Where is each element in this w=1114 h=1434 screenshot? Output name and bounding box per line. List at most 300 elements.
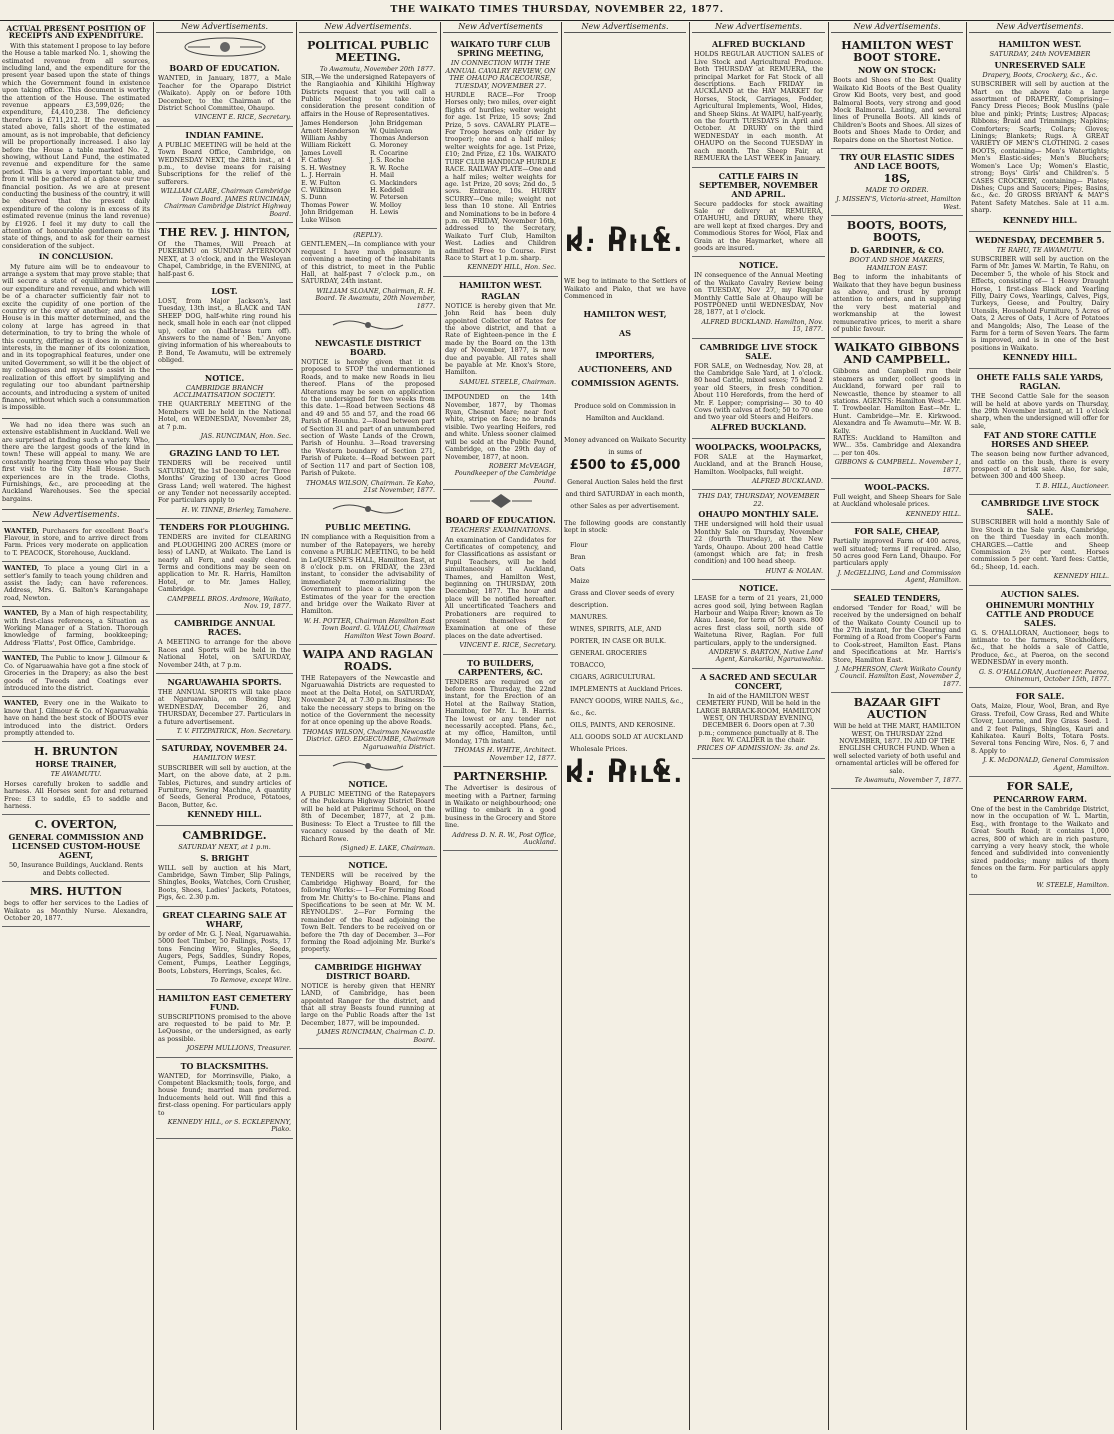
- advertisement: [299, 776, 437, 857]
- ad-subheading: NOW ON STOCK:: [857, 65, 937, 76]
- ad-heading: POLITICAL PUBLIC MEETING.: [307, 39, 429, 65]
- ad-heading: HAMILTON WEST.: [459, 279, 542, 290]
- advertisement: [443, 767, 558, 851]
- advertisement: [831, 338, 963, 479]
- crest-ornament-icon: [180, 36, 270, 58]
- list-item: OILS, PAINTS, AND KEROSINE.: [570, 720, 676, 729]
- ornament-icon: [328, 758, 408, 774]
- ad-goods-intro: The following goods are constantly kept in stock:: [564, 518, 686, 535]
- advertisement: [2, 607, 150, 652]
- ad-body: TENDERS are required on or before noon Thursday, the 22nd instant, for the Erection of an Hotel at the Railway Station, Hamilton, for Mr. L. B. Harris. The lowest or any tender not necessarily accepted. Plans, &c., at my office, Hamilton, until Monday, 17th instant.: [445, 677, 556, 745]
- ad-signature: J. McPHERSON, Clerk Waikato County Council. Hamilton East, November 2, 1877.: [835, 664, 961, 688]
- ad-body: WANTED, Purchasers for excellent Boat's Flavour, in store, and to arrive direct from Farm. Prices very moderate on application to T. PEACOCK, Storehouse, Auckland.: [4, 526, 148, 557]
- ad-heading: TO BLACKSMITHS.: [180, 1060, 269, 1071]
- signatories-col-a: [301, 120, 366, 224]
- advertisement: [969, 586, 1111, 689]
- advertisement: [831, 590, 963, 693]
- ad-signature: WILLIAM CLARE, Chairman Cambridge Town Board. JAMES RUNCIMAN, Chairman Cambridge District Highway Board.: [160, 187, 291, 218]
- advertisement: [156, 370, 293, 446]
- advertisement: [2, 815, 150, 882]
- advertisement: [156, 740, 293, 826]
- ad-body: 50, Insurance Buildings, Auckland. Rents and Debts collected.: [8, 861, 144, 877]
- ad-heading: NGARUAWAHIA SPORTS.: [167, 676, 282, 687]
- ad-sales: General Auction Sales held the first and third SATURDAY in each month, other Sales as per advertisement.: [565, 477, 685, 510]
- advertisement: [692, 36, 825, 167]
- ad-body: A PUBLIC MEETING will be held at the Town Board Office, Cambridge, on WEDNESDAY NEXT, the 28th inst., at 4 p.m., to devise means for raising Subscriptions for the relief of the sufferers.: [158, 140, 291, 186]
- ad-body: Full weight, and Sheep Shears for Sale at Auckland wholesale prices.: [833, 493, 961, 509]
- advertisement: [156, 127, 293, 223]
- ad-signature: G. S. O'HALLORAN, Auctioneer. Paeroa, Ohinemuri, October 15th, 1877.: [979, 667, 1109, 683]
- ad-signature: ALFRED BUCKLAND.: [751, 477, 823, 486]
- advertisement: [969, 777, 1111, 894]
- ad-signature: ROBERT McVEAGH, Poundkeeper of the Cambridge Pound.: [454, 461, 556, 485]
- ad-heading: NEWCASTLE DISTRICT BOARD.: [314, 338, 422, 357]
- list-item: G. Mackinders: [370, 178, 418, 187]
- ad-body: THE ANNUAL SPORTS will take place at Ngaruawahia, on Boxing Day, WEDNESDAY, December 26, and THURSDAY, December 27. Particulars in a future advertisement.: [158, 687, 291, 726]
- list-item: H. Lewis: [370, 208, 399, 217]
- ad-body: WANTED, The Public to know J. Gilmour & Co. of Ngaruawahia have got a fine stock of Groceries in the Drapery; as also the best goods of Tweeds and Coatings ever introduced into the district.: [4, 654, 148, 692]
- ad-signature: KENNEDY HILL.: [1053, 572, 1109, 581]
- ad-signature: W. STEELE, Hamilton.: [1036, 881, 1109, 890]
- ad-body: WANTED, By a Man of high respectability, with first-class references, a Situation as Working Manager of a Station. Thorough knowledge of farming, bookkeeping; Address 'Flatts', Post Office, Cambridge.: [4, 609, 148, 647]
- ad-body: NOTICE is hereby given that HENRY LAND, of Cambridge, has been appointed Ranger for the district, and that all stray Beasts found running at large on the Public Roads after the 1st December, 1877, will be impounded.: [301, 981, 435, 1027]
- column-heading: New Advertisements: [443, 22, 558, 33]
- ad-heading: PARTNERSHIP.: [453, 770, 548, 784]
- ad-body: IMPOUNDED on the 14th November, 1877, by Thomas Ryan, Chesnut Mare; near foot white, stripe on face; no brands visible. Two yearling Heifers, red and white. Unless sooner claimed will be sold at the Public Pound, Cambridge, on the 29th day of November, 1877, at noon.: [445, 393, 556, 461]
- ad-body: FOR SALE, on Wednesday, Nov. 28, at the Cambridge Sale Yard, at 1 o'clock. 80 head Cattle, mixed sexes; 75 head 2 year old Steers, in fresh condition. About 110 Herefords, from the herd of Mr. F. Lepper; comprising— 30 to 40 Cows (with calves at foot); 50 to 70 one and two year old Steers and Heifers.: [694, 361, 823, 422]
- ad-heading: WAIKATO GIBBONS AND CAMPBELL.: [834, 341, 960, 367]
- advertisement: [2, 652, 150, 697]
- advertisement: [2, 562, 150, 607]
- ad-heading: BOOTS, BOOTS, BOOTS,: [846, 219, 948, 245]
- ad-signature: ALFRED BUCKLAND. Hamilton, Nov. 15, 1877.: [701, 317, 823, 334]
- ad-body: IN compliance with a Requisition from a number of the Ratepayers, we hereby convene a PUBLIC MEETING, to be held in LeQUESNE'S HALL, Hamilton East, at 8 o'clock p.m. on FRIDAY, the 23rd instant, to consider the advisability of immediately memorializing the Government to place a sum upon the Estimates of the year for the erection and bridge over the Waikato River at Hamilton.: [301, 533, 435, 616]
- ad-subheading: BOOT AND SHOE MAKERS, HAMILTON EAST.: [849, 256, 945, 272]
- ad-signature: J. McGELLING, Land and Commission Agent, Hamilton.: [837, 568, 961, 585]
- ad-body: In aid of the HAMILTON WEST CEMETERY FUND, Will be held in the LARGE BARRACK-ROOM, HAMILTON WEST, ON THURSDAY EVENING, DECEMBER 6. Doors open at 7.30 p.m.; commence punctually at 8. The Rev. W. CALDER in the chair.: [696, 691, 821, 745]
- list-item: James Lovell: [301, 148, 343, 157]
- column-2: [156, 22, 293, 1430]
- advertisement: [692, 168, 825, 258]
- ad-heading: WOOLPACKS, WOOLPACKS,: [695, 441, 822, 452]
- ad-subheading: UNRESERVED SALE: [994, 59, 1086, 70]
- column-rule: [828, 22, 829, 1430]
- ad-body: SUBSCRIBER will sell by auction at the Mart on the above date a large assortment of DRAPERY, Comprising— Fancy Dress Pieces; Book Muslins (pale blue and pink); Prints; Lustres; Alpacas; Ribbons; Braid and Trimmings; Napkins; Comforters; Scarfs; Collars; Gloves; Linings; Blankets; Rugs. A GREAT VARIETY OF MEN'S CLOTHING. 2 cases BOOTS, containing— Men's Watertights; Men's Elastic-sides; Men's Bluchers; Women's Lace Up; Women's Elastic, strong; Boys' Girls' and Children's. 5 CASES CROCKERY, containing— Plates; Dishes; Cups and Saucers; Pipes; Basins, &c., &c. 20 GROSS BRYANT & MAY'S Patent Safety Matches. Sale at 11 a.m. sharp.: [971, 80, 1109, 215]
- advertisement: [156, 283, 293, 370]
- advertisement: [2, 525, 150, 563]
- signatories-list: [301, 120, 435, 224]
- crest-ornament-icon: [466, 492, 536, 510]
- ad-subheading: SATURDAY NEXT, at 1 p.m.: [178, 843, 271, 852]
- ad-body: LEASE for a term of 21 years, 21,000 acres good soil, lying between Raglan Harbour and Waipa River; known as Te Akau. Lease, for term of 50 years. 800 acres first class soil, north side of Waitetuna River, Raglan. For full particulars, apply to the undersigned.: [694, 594, 823, 647]
- ad-signature: W. H. POTTER, Chairman Hamilton East Town Board. G. VIALOU, Chairman Hamilton West Town Board.: [303, 616, 435, 640]
- ad-subheading: GENERAL COMMISSION AND LICENSED CUSTOM-HOUSE AGENT,: [8, 832, 144, 861]
- ad-money: Money advanced on Waikato Security in sums of: [564, 436, 686, 457]
- ad-heading: TRY OUR ELASTIC SIDES AND LACE BOOTS,: [839, 152, 955, 172]
- ad-heading: BAZAAR GIFT AUCTION: [853, 696, 941, 722]
- advertisement: [831, 36, 963, 149]
- ad-body: GENTLEMEN,—In compliance with your request I have much pleasure in convening a meeting of the inhabitants of this district, to meet in the Public Hall, at half-past 7 o'clock p.m., on SATURDAY, 24th instant.: [301, 240, 435, 286]
- ad-signature: GIBBONS & CAMPBELL. November 1, 1877.: [834, 458, 961, 474]
- ad-heading: CAMBRIDGE LIVE STOCK SALE.: [699, 341, 818, 361]
- ad-subheading: PENCARROW FARM.: [993, 794, 1087, 805]
- ad-body: The Advertiser is desirous of meeting with a Partner, farming in Waikato or neighbourhood; one willing to embark in a good business in the Grocery and Store line.: [445, 784, 556, 830]
- list-item: E. W. Fulton: [301, 178, 341, 187]
- list-item: Oats: [570, 564, 585, 573]
- ad-body: Will be held at THE MART, HAMILTON WEST, On THURSDAY 22nd NOVEMBER, 1877. IN AID OF THE ENGLISH CHURCH FUND. When a well selected variety of both useful and ornamental articles will be offered for sale.: [833, 722, 961, 775]
- advertisement: [443, 36, 558, 276]
- ad-signature: H. W. TINNE, Brierley, Tamahere.: [181, 505, 291, 514]
- ad-signature: SAMUEL STEELE, Chairman.: [459, 377, 556, 386]
- ad-signature: CAMPBELL BROS. Ardmore, Waikato, Nov. 19, 1877.: [167, 594, 291, 610]
- ad-heading: HAMILTON EAST CEMETERY FUND.: [158, 992, 291, 1012]
- ad-subheading: Drapery, Boots, Crockery, &c., &c.: [982, 70, 1098, 79]
- article-body: With this statement I propose to lay before the House a table marked No. 1, showing the estimated revenue from all sources, including land, and the expenditure for the present year based upon the state of things which the Government found in existence upon taking office. This document is worthy the attention of the House. The estimated revenue appears £3,599,026; the expenditure, £4,410,238. The deficiency therefore is £711,212. If the revenue, as stated above, falls short of the estimated amount, as is not improbable, that deficiency will be proportionally increased. I also lay before the House a table marked No. 2, showing, without Land Fund, the estimated revenue and expenditure for the same period. This is a very important table, and from it will be gathered at a glance our true financial position. As we are at present conducting the business of the country, it will be observed that the present daily expenditure of the colony is in excess of its estimated revenue (minus the land revenue) by £1926. I feel it my duty to call the attention of honourable gentlemen to this state of things, and to ask for their earnest consideration of the subject.: [2, 41, 150, 250]
- ad-body: SUBSCRIBER will sell by auction on the Farm of Mr. James W. Martin, Te Rahu, on December 5, the whole of his Stock and Effects, consisting of— 1 Heavy Draught Horse, 1 first-class Black and Yearling Filly, Dairy Cows, Yearlings, Calves, Pigs, Turkeys, Geese, and Poultry, Dairy Utensils, Household Furniture, 5 Acres of Oats, 2 Acres of Oats, 1 Acre of Potatoes and Mangolds; Also, The Lease of the Farm for a term of Seven Years. The farm is improved, and is in one of the best positions in Waikato.: [971, 254, 1109, 352]
- ad-signature: JOSEPH MULLIONS, Treasurer.: [186, 1044, 291, 1053]
- advertisement: [831, 479, 963, 523]
- column-rule: [689, 22, 690, 1430]
- column-7: [831, 22, 963, 1430]
- ad-body: TENDERS are invited for CLEARING and PLOUGHING 200 ACRES (more or less) of LAND, at Waikato. The Land is nearly all Fern, and easily cleared. Terms and conditions may be seen on application to Mr. R. Harris, Hamilton Hotel, or to Mr. James Halley, Cambridge.: [158, 533, 291, 594]
- advertisement: [443, 277, 558, 391]
- ad-body: Oats, Maize, Flour, Wool, Bran, and Rye Grass. Trefoil, Cow Grass, Red and White Clover, Lucerne, and Rye Grass Seed. 1 and 2 feet Palings, Shingles, Kauri and Kahikatea. Kauri Bolts, Totara Posts. Several tons Fencing Wire, Nos. 6, 7 and 8. Apply to: [971, 702, 1109, 755]
- ad-heading: CAMBRIDGE ANNUAL RACES.: [174, 618, 275, 638]
- ad-price: 18S,: [883, 172, 911, 186]
- list-item: S. Dunn: [301, 193, 327, 202]
- ad-signature: JAMES RUNCIMAN, Chairman C. D. Board.: [317, 1028, 435, 1044]
- ad-signature: T. V. FITZPATRICK, Hon. Secretary.: [176, 727, 291, 735]
- ad-signature: T. B. HILL, Auctioneer.: [1035, 481, 1109, 490]
- ornament-icon: [328, 317, 408, 333]
- ad-subheading: MADE TO ORDER.: [865, 186, 929, 195]
- advertisement: [692, 339, 825, 439]
- column-1: [2, 22, 150, 1430]
- list-item: W. Petersen: [370, 193, 408, 202]
- advertisement: [299, 229, 437, 315]
- ad-body: THE undersigned will hold their usual Monthly Sale on Thursday, November 22 (fourth Thursday), at the New Yards, Ohaupo. About 200 head Cattle (amongst which are fat; in fresh condition) and 100 head sheep.: [694, 520, 823, 566]
- ad-heading: ALFRED BUCKLAND: [711, 39, 806, 50]
- list-item: H. Keddell: [370, 185, 405, 194]
- ad-subheading: HAMILTON WEST.: [192, 754, 256, 763]
- list-item: L. J. Herrain: [301, 171, 341, 180]
- ad-location: HAMILTON WEST,: [583, 309, 667, 320]
- article-body: My future aim will be to endeavour to arrange a system that may prove stable; that will secure a state of equilibrium between our expenditure and revenue, and which will be of a character sufficiently fair not to excite the cupidity of one portion of the country or the envy of another; and as the House is in this matter determined, and the colony at large has agreed in that determination, to try to bring the whole of this country, differing as it does in common interests, in the manner of its colonization, and in its topographical features, under one united Government, so will it be the object of my colleagues and myself to assist in the realization of this effort by simplifying and regulating our too abundant partnership accounts, and introducing a system of united finance, without which such a consummation is impossible.: [2, 262, 150, 412]
- ad-signature: VINCENT E. RICE, Secretary.: [459, 641, 556, 650]
- ad-heading: PUBLIC MEETING.: [325, 522, 411, 533]
- ad-heading: NOTICE.: [204, 372, 245, 383]
- ad-body: TENDERS will be received until SATURDAY, the 1st December, for Three Months' Grazing of 130 acres Good Grass Land; well watered. The highest or any Tender not necessarily accepted. For particulars apply to: [158, 459, 291, 505]
- advertisement: [299, 519, 437, 645]
- ad-body: FOR SALE at the Haymarket, Auckland, and at the Branch House, Hamilton. Woolpacks, full weight.: [694, 452, 823, 476]
- column-heading: New Advertisements.: [831, 22, 963, 33]
- advertisement: [2, 742, 150, 815]
- ad-produce: Produce sold on Commission in Hamilton and Auckland.: [574, 402, 676, 423]
- ad-heading: FOR SALE, CHEAP,: [854, 526, 940, 537]
- ad-heading: CAMBRIDGE HIGHWAY DISTRICT BOARD.: [314, 961, 422, 981]
- ad-signature: KENNEDY HILL.: [1002, 352, 1078, 363]
- advertisement: [692, 580, 825, 669]
- ad-body: HOLDS REGULAR AUCTION SALES of Live Stock and Agricultural Produce. Both THURSDAY at REMUERA, the principal Market for Fat Stock of all descriptions. Each FRIDAY in AUCKLAND at the HAY MARKET for Horses, Stock, Carriages, Fodder, Agricultural Implements, Wool, Hides, and Sheep Skins. At WAIPU, half-yearly, on the fourth TUESDAYS in April and October. At DRURY on the third WEDNESDAY in each month. At OHAUPO on the Second TUESDAY in each month. The Sheep Fair, at REMUERA the LAST WEEK in January.: [694, 50, 823, 163]
- advertisement: [692, 257, 825, 338]
- ad-heading: HAMILTON WEST.: [998, 39, 1082, 50]
- ad-heading: NOTICE.: [738, 260, 779, 271]
- ad-signature: ALFRED BUCKLAND.: [710, 421, 807, 432]
- ad-body: The season being now further advanced, and cattle on the bush, there is every prospect of a brisk sale. Also, for sale, between 300 and 400 Sheep.: [971, 450, 1109, 481]
- ad-heading: SATURDAY, NOVEMBER 24.: [161, 743, 288, 754]
- ad-body: WANTED, Every one in the Waikato to know that J. Gilmour & Co. of Ngaruawahia have on hand the best stock of BOOTS ever introduced into the district. Orders promptly attended to.: [4, 699, 148, 737]
- list-item: R. Cocarine: [370, 148, 408, 157]
- ad-body: WANTED, in January, 1877, a Male Teacher for the Oparapo District (Waikato). Apply on or before 10th December, to the Chairman of the District School Committee, Ohaupo.: [158, 74, 291, 113]
- list-item: H. Mail: [370, 171, 395, 180]
- ad-signature: KENNEDY HILL.: [905, 509, 961, 518]
- column-rule: [561, 22, 562, 1430]
- masthead: [0, 0, 1114, 21]
- ad-signature: THOMAS WILSON, Chairman. Te Kaho, 21st November, 1877.: [306, 478, 435, 494]
- ad-signature: ANDREW S. BARTON, Native Land Agent, Karakariki, Ngaruawahia.: [708, 647, 823, 664]
- list-item: R. W. Roche: [370, 163, 409, 172]
- advertisement: [969, 495, 1111, 585]
- ad-heading: TENDERS FOR PLOUGHING.: [159, 522, 290, 533]
- advertisement: [831, 523, 963, 589]
- column-heading: New Advertisements.: [969, 22, 1111, 33]
- ad-body: Beg to inform the inhabitants of Waikato that they have begun business as above, and trust by prompt attention to orders, and in supplying the very best material and workmanship at the lowest remunerative prices, to merit a share of public favour.: [833, 273, 961, 333]
- ad-subheading: RAGLAN: [481, 290, 520, 301]
- ad-heading: GRAZING LAND TO LET.: [169, 448, 280, 459]
- list-item: Thomas Anderson: [370, 134, 429, 143]
- advertisement: [156, 615, 293, 674]
- ad-dateline: To Awamutu, November 20th 1877.: [319, 65, 435, 74]
- ad-body: TENDERS will be received by the Cambridge Highway Board, for the following Works:— 1—For Forming Road from Mr. Chitty's to Bo-chine. Plans and Specifications to be seen at Mr. W. M. REYNOLDS'. 2—For Forming the remainder of the Road adjoining the Town Belt. Tenders to be received on or before the 7th day of December. 3—For forming the Road adjoining Mr. Burke's property.: [301, 871, 435, 954]
- ad-heading: NOTICE.: [738, 583, 779, 594]
- jdk-hill-footer: J. D. & K. HILL.: [564, 755, 686, 789]
- ad-dateline: SATURDAY, 24th NOVEMBER: [989, 50, 1091, 59]
- ad-body: One of the best in the Cambridge District, now in the occupation of W. L. Martin, Esq., with frontage to the Waikato and Great South Road; it contains 1,000 acres, 800 of which are in rich pasture, carrying a very heavy stock, the whole fenced and subdivided into conveniently sized paddocks; many miles of thorn fences on the farm. For particulars apply to: [971, 805, 1109, 880]
- column-rule: [966, 22, 967, 1430]
- advertisement: [156, 674, 293, 740]
- ad-heading: CATTLE FAIRS IN SEPTEMBER, NOVEMBER AND APRIL.: [699, 170, 818, 199]
- advertisement: [156, 1058, 293, 1139]
- ad-body: SUBSCRIBER will sell by auction, at the Mart, on the above date, at 2 p.m. Tables, Pictures, and sundry articles of Furniture, Sewing Machine, A quantity of Seeds, General Produce, Potatoes, Bacon, Butter, &c.: [158, 763, 291, 809]
- ad-heading: OHETE FALLS SALE YARDS, RAGLAN.: [976, 372, 1104, 392]
- column-rule: [296, 22, 297, 1430]
- ad-body: Horses carefully broken to saddle and harness. All Horses sent for and returned Free: £3 to saddle, £5 to saddle and harness.: [4, 779, 148, 810]
- advertisement: [969, 36, 1111, 231]
- ad-body: SUBSCRIPTIONS promised to the above are requested to be paid to Mr. P. LeQuesne, or the undersigned, as early as possible.: [158, 1012, 291, 1043]
- advance-range: £500 to £5,000: [569, 458, 681, 474]
- advertisement: [156, 519, 293, 615]
- article-heading: ACTUAL PRESENT POSITION OF RECEIPTS AND EXPENDITURE.: [6, 24, 146, 41]
- ad-body: LOST, from Major Jackson's, last Tuesday, 13th inst., a BLACK and TAN SHEEP DOG, half-white ring round his neck, small hole in each ear (not clipped up), collar on (half-brass turn off). Answers to the name of ' Ben.' Anyone giving information of his whereabouts to P. Bond, Te Awamutu, will be extremely obliged.: [158, 296, 291, 365]
- ad-body: WANTED, To place a young Girl in a settler's family to teach young children and assist the lady; can have references. Address, Mrs. G. Balton's Karangahape road, Newton.: [4, 564, 148, 602]
- column-8: [969, 22, 1111, 1430]
- advertisement: [969, 232, 1111, 370]
- ad-signature: WILLIAM SLOANE, Chairman, R. H. Board. Te Awamutu, 20th November, 1877.: [315, 286, 435, 310]
- ad-heading: HAMILTON WEST BOOT STORE.: [841, 39, 953, 65]
- column-rule: [440, 22, 441, 1430]
- ad-body: An examination of Candidates for Certificates of competency, and for Classifications as assistant or Pupil Teachers, will be held simultaneously at Auckland, Thames, and Hamilton West, beginning on THURSDAY, 20th December, 1877. The hour and place will be notified hereafter. All uncertificated Teachers and Probationers are required to present themselves for Examination at one of these places on the date advertised.: [445, 535, 556, 640]
- list-item: William Rickett: [301, 141, 351, 150]
- ad-rates: RATES: Auckland to Hamilton and WW... 35s. Cambridge and Alexandra ... per ton 40s.: [833, 434, 961, 457]
- ad-body: Secure paddocks for stock awaiting Sale or delivery at REMUERA, OTAHUHU, and DRURY, where they are well kept at fixed charges. Dry and Commodious Stores for Wool, Flax and Grain at the Haymarket, where all goods are insured.: [694, 199, 823, 252]
- ad-body: G. S. O'HALLORAN, Auctioneer, begs to intimate to the farmers, Stockholders, &c., that he holds a sale of Cattle, Produce, &c., at Paeroa, on the second WEDNESDAY in every month.: [971, 628, 1109, 667]
- column-heading: New Advertisements.: [156, 22, 293, 33]
- ad-body: A PUBLIC MEETING of the Ratepayers of the Pukekura Highway District Board will be held at Pukerimu School, on the 8th of December, 1877, at 2 p.m. Business: To Elect a Trustee to fill the vacancy caused by the death of Mr. Richard Rowe.: [301, 790, 435, 843]
- ad-signature: HUNT & NOLAN.: [765, 566, 823, 575]
- ad-heading: OHAUPO MONTHLY SALE.: [698, 509, 819, 520]
- ad-heading: GREAT CLEARING SALE AT WHARF,: [162, 909, 287, 929]
- advertisement: [156, 907, 293, 990]
- advertisement: [2, 882, 150, 927]
- ad-body: by order of Mr. G. J. Neal, Ngaruawahia. 5000 feet Timber, 50 Fallings, Posts, 17 tons Fencing Wire, Staples, Seeds, Augers, Pegs, Saddles, Sundry Ropes, Cement, Pumps, Leather Leggings, Boots, Lobsters, Herrings, Scales, &c.: [158, 929, 291, 975]
- article-body: We had no idea there was such an extensive establishment in Auckland. Well we are surprised at finding such a variety. Who, there are the largest goods of the kind in town! These will appeal to many. We are constantly hearing from those who pay their first visit to the City Hall House. Such experiences are in the trade. Cloths, Furnishings, &c., are proceeding at the Auckland Warehouses. See the special bargains.: [2, 420, 150, 503]
- ad-heading: MRS. HUTTON: [29, 885, 123, 899]
- column-heading: New Advertisements.: [692, 22, 825, 33]
- masthead-title: THE WAIKATO TIMES THURSDAY, NOVEMBER 22, 1877.: [390, 4, 724, 15]
- ad-signature: JAS. RUNCIMAN, Hon. Sec.: [200, 432, 291, 441]
- ad-heading: SEALED TENDERS,: [853, 592, 941, 603]
- column-3: [299, 22, 437, 1430]
- ad-body: WILL sell by auction at his Mart, Cambridge, Sawn Timber, Slip Palings, Shingles, Books, Watches, Corn Crusher, Boots, Shoes, Ladies' Jackets, Potatoes, Pigs, &c. 2.30 p.m.: [158, 863, 291, 902]
- ad-signature: VINCENT E. RICE, Secretary.: [194, 113, 291, 122]
- ad-subheading: OHINEMURI MONTHLY CATTLE AND PRODUCE SALES.: [985, 599, 1095, 628]
- ad-heading: TO BUILDERS, CARPENTERS, &C.: [458, 657, 543, 677]
- list-item: GENERAL GROCERIES: [570, 648, 647, 657]
- ad-signature: (Signed) E. LAKE, Chairman.: [340, 843, 435, 852]
- ad-signature: KENNEDY HILL, or S. ECKLEPENNY, Piako.: [167, 1118, 291, 1134]
- list-item: TOBACCO,: [570, 660, 606, 669]
- list-item: Grass and Clover seeds of every description.: [570, 588, 675, 609]
- advertisement: [831, 693, 963, 789]
- ad-signature: J. MISSEN'S, Victoria-street, Hamilton West.: [836, 195, 961, 211]
- advertisement: [156, 990, 293, 1058]
- ad-body: IN consequence of the Annual Meeting of the Waikato Cavalry Review being on TUESDAY, Nov 27, my Regular Monthly Cattle Sale at Ohaupo will be POSTPONED until WEDNESDAY, Nov 28, 1877, at 1 o'clock.: [694, 271, 823, 317]
- ad-heading: INDIAN FAMINE.: [185, 129, 264, 140]
- list-item: Luke Wilson: [301, 215, 341, 224]
- ad-subheading: TEACHERS' EXAMINATIONS.: [449, 526, 552, 535]
- ad-heading: FOR SALE.: [1015, 691, 1065, 702]
- list-item: FANCY GOODS, WIRE NAILS, &c., &c., &c.: [570, 696, 684, 717]
- column-heading: New Advertisements.: [564, 22, 686, 33]
- advertisement: [443, 655, 558, 767]
- ad-subheading: FAT AND STORE CATTLE HORSES AND SHEEP.: [983, 430, 1097, 450]
- ad-heading: THE REV. J. HINTON,: [158, 225, 291, 239]
- ad-heading: WEDNESDAY, DECEMBER 5.: [975, 234, 1105, 245]
- column-rule: [153, 22, 154, 1430]
- ad-body: THE QUARTERLY MEETING of the Members will be held in the National Hotel, on WEDNESDAY, November 28, at 7 p.m.: [158, 400, 291, 431]
- list-item: Maize: [570, 576, 590, 585]
- advertisement: [156, 60, 293, 126]
- ad-heading: WAIKATO TURF CLUB SPRING MEETING,: [450, 39, 551, 59]
- list-item: ALL GOODS SOLD AT AUCKLAND Wholesale Prices.: [570, 732, 684, 753]
- ad-heading: H. BRUNTON: [34, 745, 118, 759]
- advertisement: [831, 149, 963, 216]
- ad-subheading: HORSE TRAINER,: [35, 759, 117, 770]
- ad-signature: KENNEDY HILL.: [1002, 214, 1078, 225]
- advertisement: [299, 959, 437, 1049]
- column-4: [443, 22, 558, 1430]
- advertisement: [831, 216, 963, 338]
- ad-heading: BOARD OF EDUCATION.: [445, 515, 556, 526]
- ad-heading: (REPLY).: [353, 230, 383, 239]
- ad-signature: THOMAS H. WHITE, Architect. November 12, 1877.: [454, 746, 556, 762]
- advertisement: [692, 490, 825, 580]
- ad-body: SUBSCRIBER will hold a monthly Sale of live Stock in the Sale yards, Cambridge, on the third Tuesday in each month. CHARGES.—Cattle and Sheep Commission 2½ per cent. Horses commission 5 per cent. Yard fees: Cattle, 6d.; Sheep, 1d. each.: [971, 518, 1109, 571]
- ad-auctioneer: S. BRIGHT: [200, 852, 249, 863]
- ad-heading: WAIPA AND RAGLAN ROADS.: [302, 648, 434, 673]
- ad-subheading: CAMBRIDGE BRANCH ACCLIMATISATION SOCIETY.: [173, 383, 276, 399]
- advertisement: [692, 669, 825, 759]
- advertisement: [299, 335, 437, 499]
- list-item: Flour: [570, 540, 588, 549]
- ad-body: THE Ratepayers of the Newcastle and Ngaruawahia Districts are requested to meet at the Delta Hotel, on SATURDAY, November 24, at 7.30 p.m. Business: To take the necessary steps to bring on the notice of the Government the necessity for at once opening up the above Roads.: [301, 674, 435, 727]
- ad-body: endorsed 'Tender for Road,' will be received by the undersigned on behalf of the Waikato County Council up to the 27th instant, for the Clearing and Forming of a Road from Cooper's Farm to Cook-street, Hamilton East. Plans and Specifications at Mr. Harris's Store, Hamilton East.: [833, 603, 961, 664]
- advertisement: [969, 688, 1111, 777]
- column-heading: New Advertisements.: [299, 22, 437, 33]
- ad-body: Gibbons and Campbell run their steamers as under, collect goods in Auckland, forward per rail to Newcastle, thence by steamer to all stations. AGENTS: Hamilton West—Mr. T. Trowbeelar. Hamilton East—Mr. L. Hunt. Cambridge—Mr. E. Kirkwood. Alexandra and Te Awamutu—Mr. W. B. Kelly.: [833, 367, 961, 435]
- list-item: W. Molloy: [370, 200, 402, 209]
- ad-body: begs to offer her services to the Ladies of Waikato as Monthly Nurse. Alexandra, October 20, 1877.: [4, 899, 148, 922]
- ad-heading: CAMBRIDGE LIVE STOCK SALE.: [981, 498, 1099, 518]
- ad-body: THE Second Cattle Sale for the season will be held at above yards on Thursday, the 29th November instant, at 11 o'clock sharp, when the undersigned will offer for sale,: [971, 392, 1109, 430]
- list-item: William Ashby: [301, 134, 348, 143]
- ad-body: WE beg to intimate to the Settlers of Waikato and Piako, that we have Commenced in: [564, 277, 686, 301]
- ad-body: Boots and Shoes of the Best Quality Waikato Kid Boots of the Best Quality Grow Kid Boots, very best, and good Balmoral Boots, very strong and good Mock Balmoral. Lasting, and several lines of Prunella Boots. All kinds of Children's Boots and Shoes. All sizes of Boots and Shoes Made to Order, and Repairs done on the Shortest Notice.: [833, 76, 961, 144]
- ad-heading: WOOL-PACKS.: [864, 482, 930, 493]
- ad-as: AS: [619, 328, 631, 339]
- ad-prices: PRICES OF ADMISSION: 3s. and 2s.: [697, 743, 820, 752]
- ad-body: NOTICE is hereby given that it is proposed to STOP the undermentioned Roads, and to make new Roads in lieu thereof. Plans of the proposed Alterations may be seen on application to the undersigned for two weeks from this date. 1—Road between Sections 48 and 49 and 55 and 57, and the road 66 Parish of Hounhu. 2—Road between part of Section 31 and part of an unnumbered section of Waste Lands of the Crown, Parish of Hounhu. 3—Road traversing the Western boundary of Section 271, Parish of Pukete. 4—Road between part of Section 117 and part of Section 108, Parish of Pukete.: [301, 358, 435, 478]
- ad-heading: A SACRED AND SECULAR CONCERT,: [700, 671, 817, 691]
- column-6: [692, 22, 825, 1430]
- list-item: J. S. Roche: [370, 156, 405, 165]
- ad-heading: LOST.: [211, 285, 238, 296]
- advertisement: [299, 857, 437, 958]
- ad-body: WANTED, for Morrinsville, Piako, a Competent Blacksmith; tools, forge, and house found; married man preferred. Inducements held out. Will find this a first-class opening. For particulars apply to: [158, 1071, 291, 1117]
- advertisement: [969, 369, 1111, 495]
- ad-body: A MEETING to arrange for the above Races and Sports will be held in the National Hotel, on SATURDAY, November 24th, at 7 p.m.: [158, 638, 291, 669]
- ad-role: IMPORTERS, AUCTIONEERS, AND COMMISSION AGENTS.: [571, 350, 679, 389]
- column-heading: New Advertisements.: [2, 509, 150, 521]
- advertisement: [443, 512, 558, 655]
- advertisement: [299, 645, 437, 756]
- ad-body: SIR,—We the undersigned Ratepayers of the Rangiaohia and Kihikihi Highway Districts request that you will call a Public Meeting to take into consideration the present condition of affairs in the House of Representatives.: [301, 72, 435, 118]
- list-item: C. Wilkinson: [301, 185, 342, 194]
- list-item: Arnott Henderson: [301, 126, 360, 135]
- list-item: Thomas Power: [301, 200, 349, 209]
- list-item: John Bridgeman: [301, 208, 354, 217]
- list-item: Bran: [570, 552, 586, 561]
- column-5: [564, 22, 686, 1430]
- ad-heading: FOR SALE,: [1006, 780, 1074, 794]
- advertisement: [443, 391, 558, 490]
- jdk-hill-banner: J. D. & K. HILL.: [564, 224, 686, 257]
- ad-signature: J. K. McDONALD, General Commission Agent, Hamilton.: [982, 756, 1109, 772]
- ad-signature: Address D. N. R. W., Post Office, Auckland.: [452, 830, 556, 846]
- ad-heading: NOTICE.: [348, 779, 388, 790]
- ad-heading: CAMBRIDGE.: [182, 829, 267, 843]
- ad-subheading: IN CONNECTION WITH THE ANNUAL CAVALRY REVIEW, ON THE OHAUPO RACECOURSE, TUESDAY, NOVEMBER 27.: [445, 59, 556, 90]
- advertisement: [692, 439, 825, 491]
- advertisement: [156, 445, 293, 519]
- ad-signature: KENNEDY HILL, Hon. Sec.: [467, 263, 556, 272]
- signatories-col-b: [370, 120, 435, 224]
- ad-heading: NOTICE.: [348, 860, 388, 871]
- ornament-icon: [328, 501, 408, 517]
- ad-heading: BOARD OF EDUCATION.: [169, 63, 280, 74]
- ad-body: HURDLE RACE—For Troop Horses only; two miles, over eight flights of hurdles; welter weight for age. 1st Prize, 15 sovs; 2nd Prize, 5 sovs. CAVALRY PLATE—For Troop horses only (rider by trooper); one and a half miles; welter weights for age. 1st Prize, £10; 2nd Prize, £2 10s. WAIKATO TURF CLUB HANDICAP HURDLE RACE. RAILWAY PLATE—One and a half miles; welter weights for age. 1st Prize, 20 sovs; 2nd do., 5 sovs. Entrance, 10s. HURRY SCURRY—One mile; weight not less than 10 stone. All Entries and Nominations to be in before 4 p.m. on FRIDAY, November 16th, addressed to the Secretary, Waikato Turf Club, Hamilton West. Ladies and Children admitted Free to Course. First Race to Start at 1 p.m. sharp.: [445, 91, 556, 262]
- list-item: F. Cathey: [301, 156, 332, 165]
